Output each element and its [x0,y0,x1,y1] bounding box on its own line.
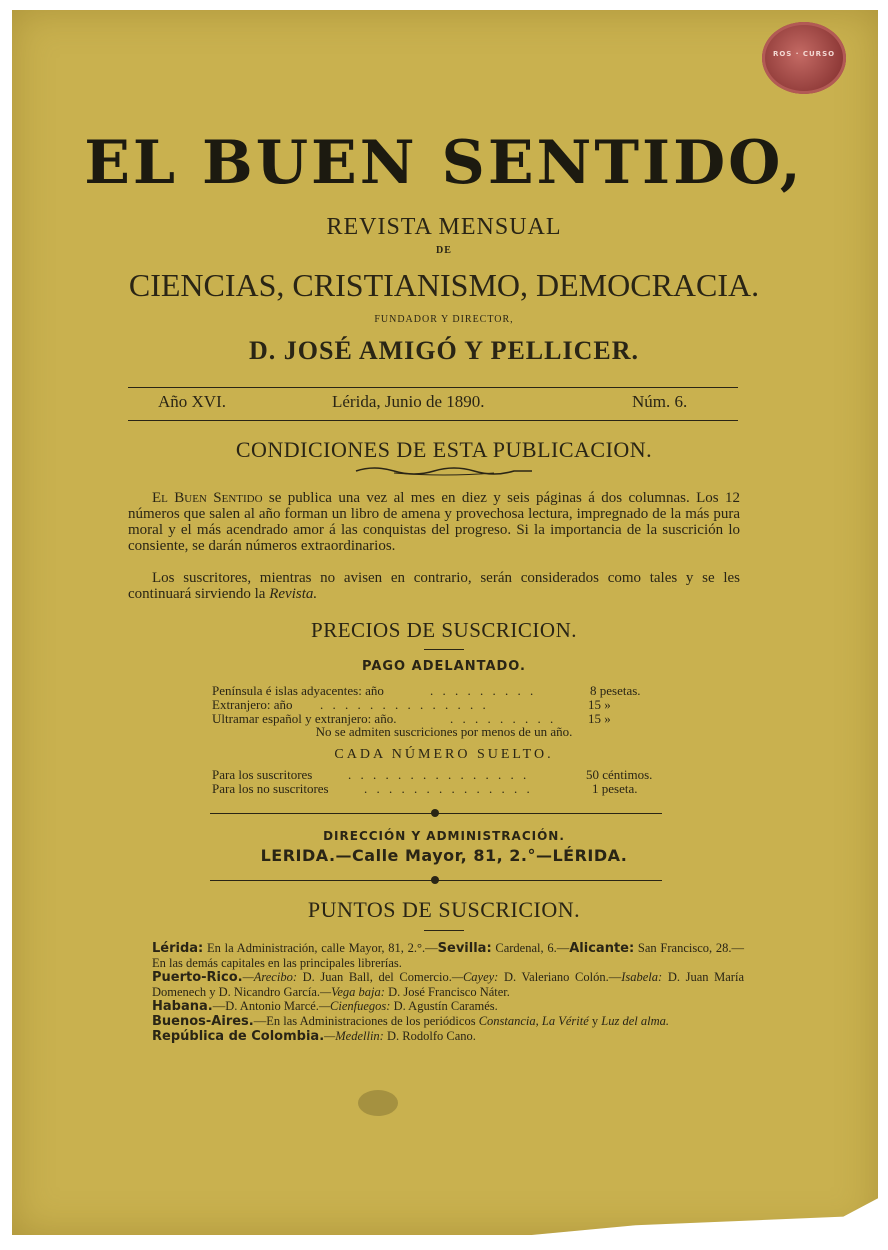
masthead-title: EL BUEN SENTIDO, [84,128,804,198]
single-issue-value: 50 céntimos. [586,767,653,782]
place-sevilla: Sevilla: [437,941,492,956]
and-text: y [588,1014,602,1028]
price-label: Península é islas adyacentes: año [212,683,384,698]
top-rule [128,387,738,388]
price-leader: . . . . . . . . . [450,711,557,726]
flourish-ornament [354,464,534,478]
price-value: 15 » [588,697,611,712]
isabela-text: D. Juan María Domenech y D. Nicandro García. [152,970,744,999]
revista-italic: Revista. [269,586,318,602]
place-colombia: República de Colombia. [152,1029,325,1044]
direction-heading: DIRECCIÓN Y ADMINISTRACIÓN. [323,829,565,843]
price-row [212,711,672,725]
ornament-dot-2 [431,876,439,884]
minimum-note: No se admiten suscriciones por menos de un año. [315,724,573,739]
place-puerto-rico: Puerto-Rico. [152,970,243,985]
isabela: Isabela: [621,970,663,984]
points-puerto-rico [130,970,744,999]
issue-number: Núm. 6. [632,392,688,411]
issue-year: Año XVI. [158,392,226,411]
habana-text: —D. Antonio Marcé. [212,999,319,1013]
newspapers: Constancia, La Vérité [478,1014,589,1028]
issue-info-bar [128,392,738,416]
points-colombia [130,1029,744,1044]
conditions-heading: CONDICIONES DE ESTA PUBLICACION. [235,437,653,462]
director-name: D. JOSÉ AMIGÓ Y PELLICER. [248,336,639,365]
points-buenos-aires [130,1014,744,1029]
sevilla-text: Cardenal, 6.— [491,941,570,955]
single-issue-label: Para los no suscritores [212,781,329,796]
medellin: —Medellin: [324,1029,384,1043]
arecibo-text: D. Juan Ball, del Comercio. [296,970,452,984]
subtitle-de: DE [436,245,452,256]
single-issue-leader: . . . . . . . . . . . . . . . [348,767,530,782]
single-issue-row [212,781,672,795]
buenos-aires-text: —En las Administraciones de los periódicos [253,1014,479,1028]
price-row [212,697,672,711]
advance-payment-label: PAGO ADELANTADO. [361,659,526,674]
cienfuegos: —Cienfuegos: [318,999,391,1013]
founder-label: FUNDADOR Y DIRECTOR, [374,314,514,325]
single-issue-label: Para los suscritores [212,767,313,782]
conditions-text-2: Los suscritores, mientras no avisen en contrario, serán considerados como tales y se les continuará sirviendo la [128,570,740,602]
topics-line: CIENCIAS, CRISTIANISMO, DEMOCRACIA. [128,267,760,303]
points-short-rule [424,930,464,931]
price-value: 8 pesetas. [590,683,641,698]
issue-place-date: Lérida, Junio de 1890. [332,392,485,411]
prices-short-rule [424,649,464,650]
alicante-text: San Francisco, 28.—En las demás capitales en las principales librerías. [152,941,744,970]
conditions-text-1: se publica una vez al mes en diez y seis páginas á dos columnas. Los 12 números que salen al año forman un libro de amena y provechosa lectura, impregnado de la más pura moral y el más acendrado amor á las conquistas del progreso. Si la importancia de la suscrición lo consiente, se darán números extraordinarios. [128,490,740,554]
price-label: Extranjero: año [212,697,293,712]
paper-stain [358,1090,398,1116]
vega-baja: —Vega baja: [320,985,385,999]
single-issue-value: 1 peseta. [592,781,638,796]
subtitle: REVISTA MENSUAL [326,214,562,240]
price-value: 15 » [588,711,611,726]
place-habana: Habana. [152,999,213,1014]
cayey: —Cayey: [451,970,499,984]
single-issue-row [212,767,672,781]
points-cuba [130,999,744,1014]
publication-name: El Buen Sentido [152,490,263,506]
colombia-text: D. Rodolfo Cano. [383,1029,476,1043]
prices-heading: PRECIOS DE SUSCRICION. [311,618,577,642]
conditions-paragraph-2 [128,570,740,602]
luz-del-alma: Luz del alma. [601,1014,669,1028]
ornament-dot-1 [431,809,439,817]
place-alicante: Alicante: [569,941,635,956]
seal-text: ROS · CURSO [772,50,836,58]
subscription-points-list [130,941,744,1044]
single-issue-heading: CADA NÚMERO SUELTO. [334,747,554,762]
single-issue-leader: . . . . . . . . . . . . . . [364,781,533,796]
price-label: Ultramar español y extranjero: año. [212,711,397,726]
direction-address: LERIDA.—Calle Mayor, 81, 2.°—LÉRIDA. [260,846,628,865]
points-spain [130,941,744,970]
cayey-text: D. Valeriano Colón.— [498,970,622,984]
vega-baja-text: D. José Francisco Náter. [384,985,510,999]
price-leader: . . . . . . . . . . . . . . [320,697,489,712]
bottom-rule [128,420,738,421]
conditions-paragraph-1 [128,490,740,554]
place-buenos-aires: Buenos-Aires. [152,1014,254,1029]
wax-seal [762,22,846,94]
place-lerida: Lérida: [152,941,204,956]
cienfuegos-text: D. Agustín Caramés. [390,999,498,1013]
arecibo: —Arecibo: [242,970,297,984]
price-row [212,683,672,697]
price-leader: . . . . . . . . . [430,683,537,698]
lerida-text: En la Administración, calle Mayor, 81, 2.°.— [203,941,438,955]
subscription-points-heading: PUNTOS DE SUSCRICION. [307,897,581,922]
